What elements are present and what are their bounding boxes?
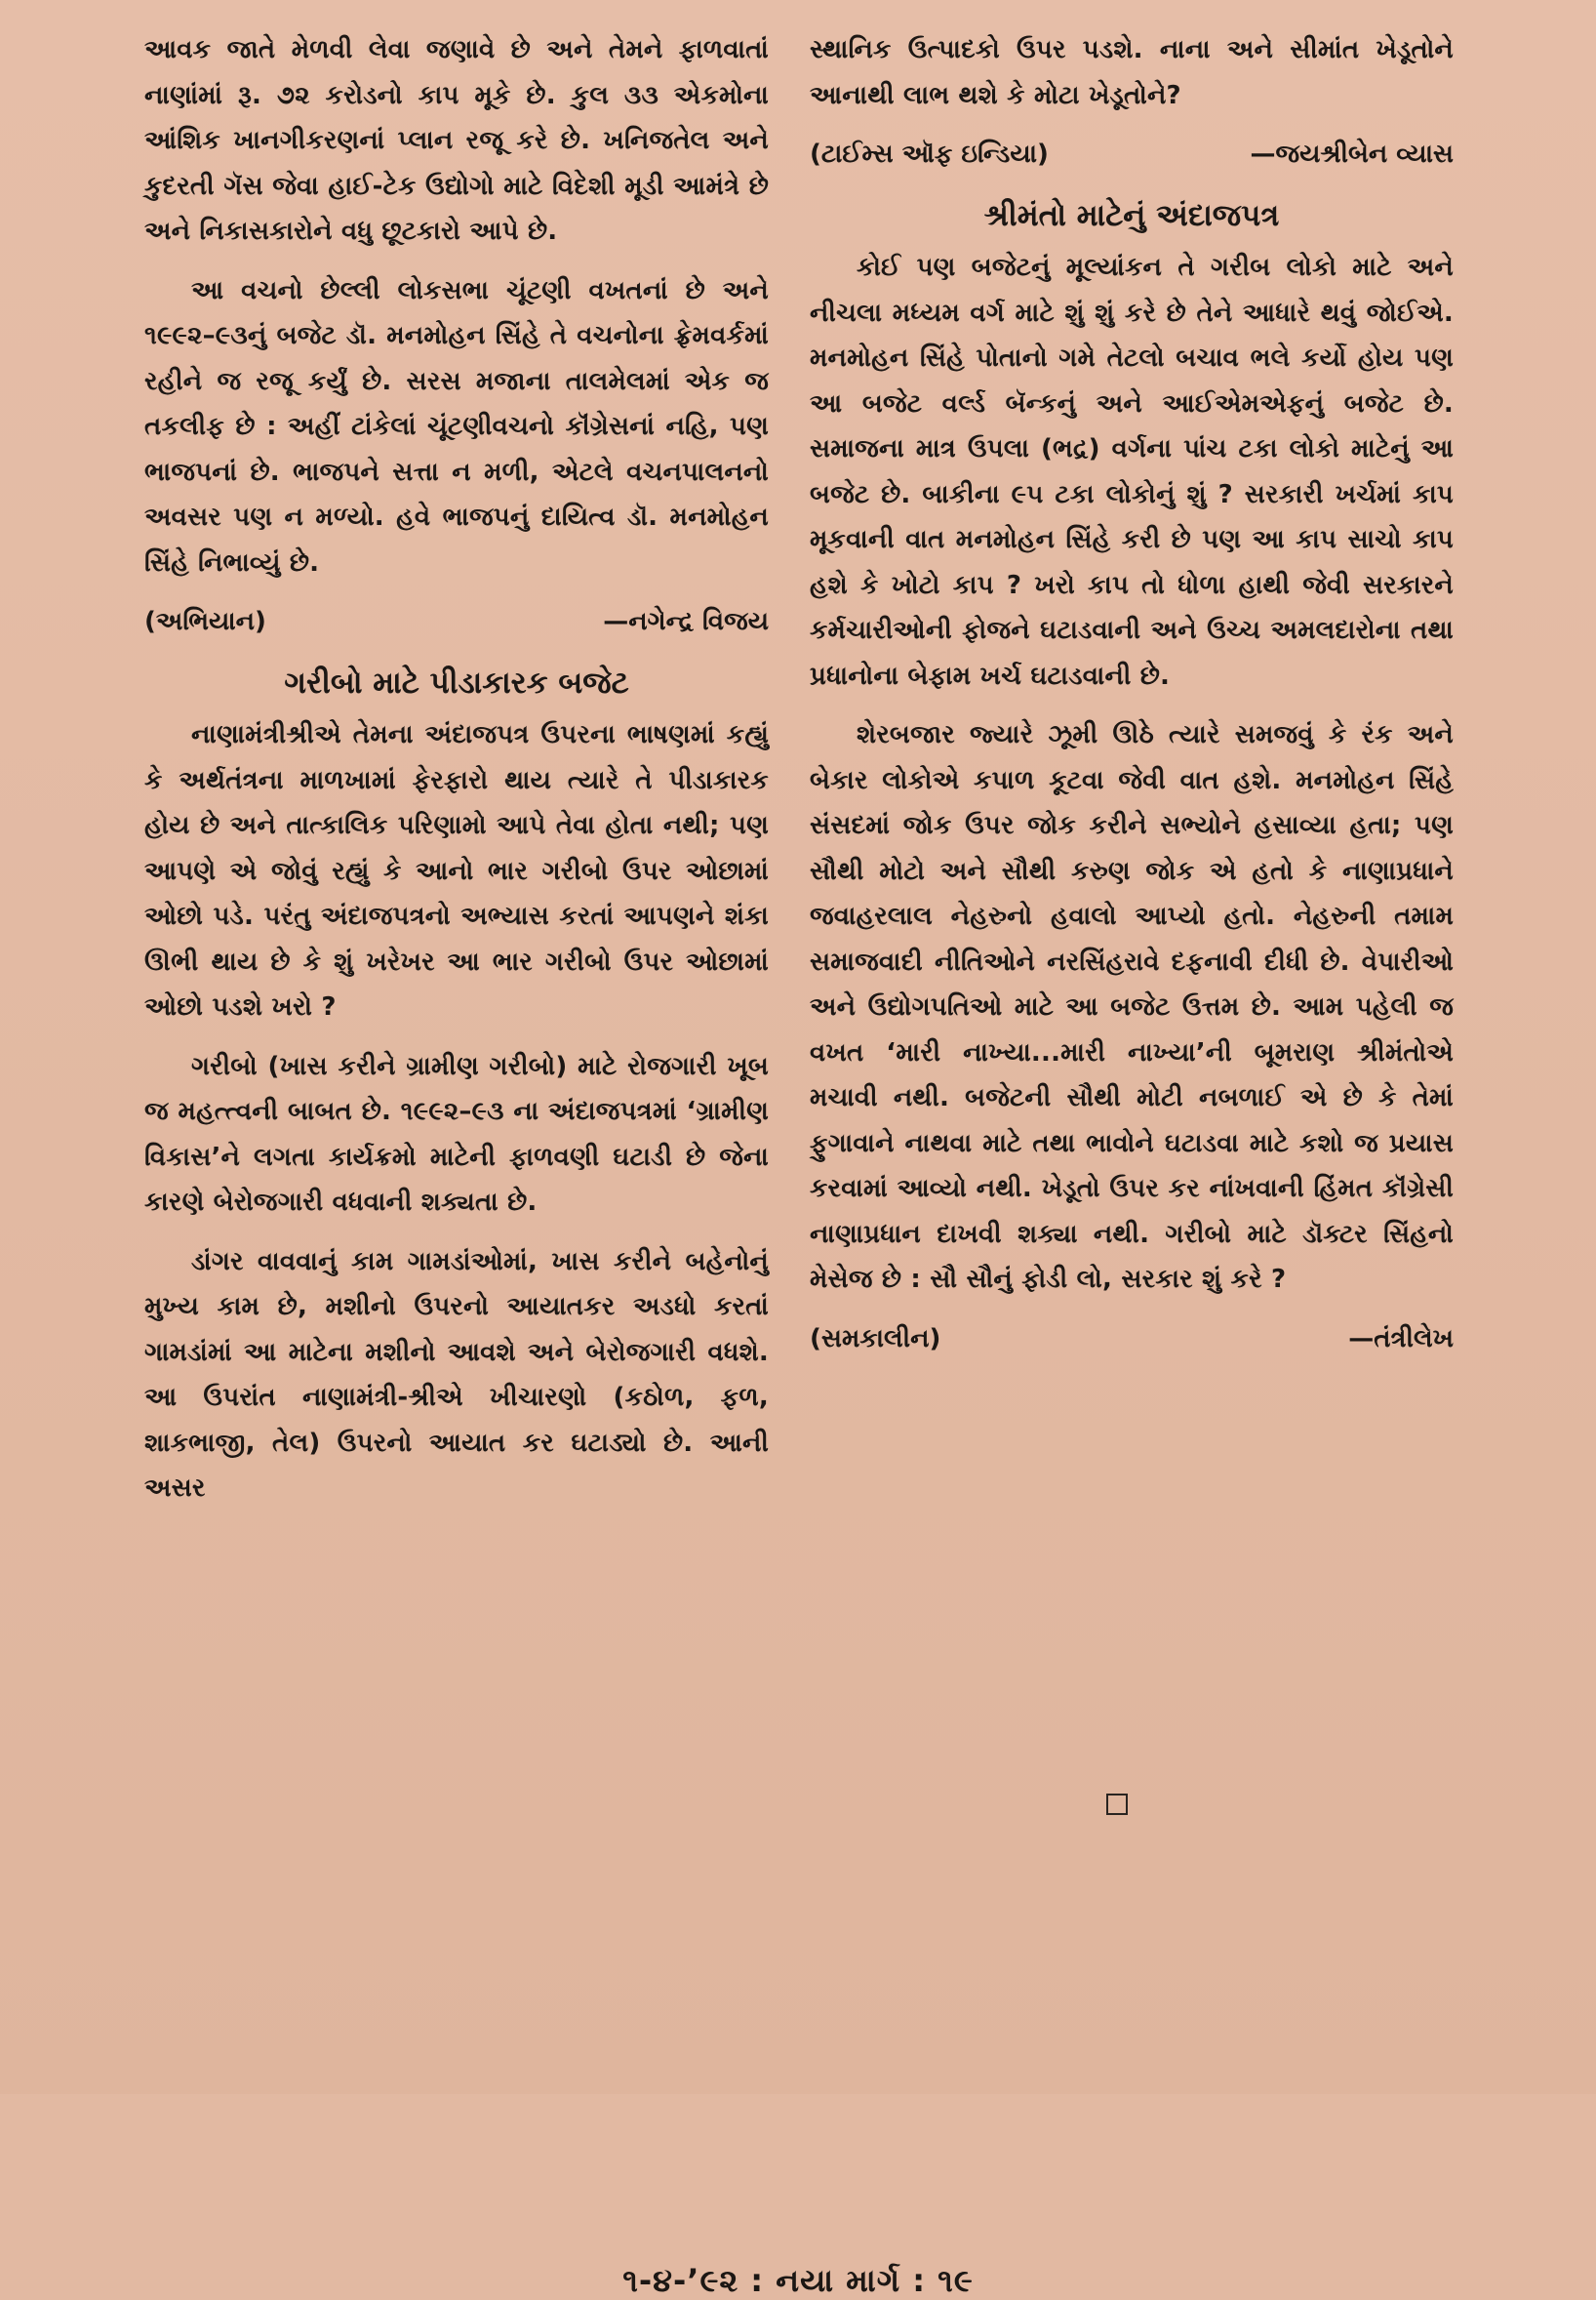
right-paragraph-2: કોઈ પણ બજેટનું મૂલ્યાંકન તે ગરીબ લોકો માટે અને નીચલા મધ્યમ વર્ગ માટે શું શું કરે છે તેને આધારે થવું જોઈએ. મનમોહન સિંહે પોતાનો ગમે તેટલો બચાવ ભલે કર્યો હોય પણ આ બજેટ વર્લ્ડ બૅન્કનું અને આઈએમએફનું બજેટ છે. સમાજના માત્ર ઉપલા (ભદ્ર) વર્ગના પાંચ ટકા લોકો માટેનું આ બજેટ છે. બાકીના ૯૫ ટકા લોકોનું શું ? સરકારી ખર્ચમાં કાપ મૂકવાની વાત મનમોહન સિંહે કરી છે પણ આ કાપ સાચો કાપ હશે કે ખોટો કાપ ? ખરો કાપ તો ધોળા હાથી જેવી સરકારને કર્મચારીઓની ફોજને ઘટાડવાની અને ઉચ્ચ અમલદારોના તથા પ્રધાનોના બેફામ ખર્ચ ઘટાડવાની છે. — [810, 253, 1454, 691]
right-source-line-2 — [810, 1316, 1454, 1361]
author-nagendra-vijay: —નગેન્દ્ર વિજય — [603, 607, 769, 636]
right-paragraph-3: શેરબજાર જ્યારે ઝૂમી ઊઠે ત્યારે સમજવું કે રંક અને બેકાર લોકોએ કપાળ કૂટવા જેવી વાત હશે. મનમોહન સિંહે સંસદમાં જોક ઉપર જોક કરીને સભ્યોને હસાવ્યા હતા; પણ સૌથી મોટો અને સૌથી કરુણ જોક એ હતો કે નાણાપ્રધાને જવાહરલાલ નેહરુનો હવાલો આપ્યો હતો. નેહરુની તમામ સમાજવાદી નીતિઓને નરસિંહરાવે દફનાવી દીધી છે. વેપારીઓ અને ઉદ્યોગપતિઓ માટે આ બજેટ ઉત્તમ છે. આમ પહેલી જ વખત ‘મારી નાખ્યા...મારી નાખ્યા’ની બૂમરાણ શ્રીમંતોએ મચાવી નથી. બજેટની સૌથી મોટી નબળાઈ એ છે કે તેમાં ફુગાવાને નાથવા માટે તથા ભાવોને ઘટાડવા માટે કશો જ પ્રયાસ કરવામાં આવ્યો નથી. ખેડૂતો ઉપર કર નાંખવાની હિંમત કૉંગ્રેસી નાણાપ્રધાન દાખવી શક્યા નથી. ગરીબો માટે ડૉક્ટર સિંહનો મેસેજ છે : સૌ સૌનું ફોડી લો, સરકાર શું કરે ? — [810, 720, 1454, 1294]
left-paragraph-1: આવક જાતે મેળવી લેવા જણાવે છે અને તેમને ફાળવાતાં નાણાંમાં રૂ. ૭૨ કરોડનો કાપ મૂકે છે. કુલ ૩૩ એકમોના આંશિક ખાનગીકરણનાં પ્લાન રજૂ કરે છે. ખનિજતેલ અને કુદરતી ગૅસ જેવા હાઈ-ટેક ઉદ્યોગો માટે વિદેશી મૂડી આમંત્રે છે અને નિકાસકારોને વધુ છૂટકારો આપે છે. — [144, 35, 769, 246]
author-jayshreeben-vyas: —જયશ્રીબેન વ્યાસ — [1250, 140, 1454, 169]
author-editorial: —તંત્રીલેખ — [1348, 1323, 1454, 1353]
left-paragraph-5: ડાંગર વાવવાનું કામ ગામડાંઓમાં, ખાસ કરીને બહેનોનું મુખ્ય કામ છે, મશીનો ઉપરનો આયાતકર અડધો કરતાં ગામડાંમાં આ માટેના મશીનો આવશે અને બેરોજગારી વધશે. આ ઉપરાંત નાણામંત્રી-શ્રીએ ખીચારણો (કઠોળ, ફળ, શાકભાજી, તેલ) ઉપરનો આયાત કર ઘટાડ્યો છે. આની અસર — [144, 1246, 769, 1503]
source-times-of-india: (ટાઈમ્સ ઑફ ઇન્ડિયા) — [810, 140, 1049, 169]
right-column — [810, 27, 1454, 1375]
left-paragraph-4: ગરીબો (ખાસ કરીને ગ્રામીણ ગરીબો) માટે રોજગારી ખૂબ જ મહત્ત્વની બાબત છે. ૧૯૯૨–૯૩ ના અંદાજપત્રમાં ‘ગ્રામીણ વિકાસ’ને લગતા કાર્યક્રમો માટેની ફાળવણી ઘટાડી છે જેના કારણે બેરોજગારી વધવાની શક્યતા છે. — [144, 1051, 769, 1217]
source-samkalin: (સમકાલીન) — [810, 1323, 941, 1353]
left-paragraph-3: નાણામંત્રીશ્રીએ તેમના અંદાજપત્ર ઉપરના ભાષણમાં કહ્યું કે અર્થતંત્રના માળખામાં ફેરફારો થાય ત્યારે તે પીડાકારક હોય છે અને તાત્કાલિક પરિણામો આપે તેવા હોતા નથી; પણ આપણે એ જોવું રહ્યું કે આનો ભાર ગરીબો ઉપર ઓછામાં ઓછો પડે. પરંતુ અંદાજપત્રનો અભ્યાસ કરતાં આપણને શંકા ઊભી થાય છે કે શું ખરેખર આ ભાર ગરીબો ઉપર ઓછામાં ઓછો પડશે ખરો ? — [144, 720, 769, 1022]
source-abhiyan: (અભિયાન) — [144, 607, 266, 636]
left-paragraph-2: આ વચનો છેલ્લી લોકસભા ચૂંટણી વખતનાં છે અને ૧૯૯૨–૯૩નું બજેટ ડૉ. મનમોહન સિંહે તે વચનોના ફ્રેમવર્કમાં રહીને જ રજૂ કર્યું છે. સરસ મજાના તાલમેલમાં એક જ તકલીફ છે : અહીં ટાંકેલાં ચૂંટણીવચનો કૉંગ્રેસનાં નહિ, પણ ભાજપનાં છે. ભાજપને સત્તા ન મળી, એટલે વચનપાલનનો અવસર પણ ન મળ્યો. હવે ભાજપનું દાયિત્વ ડૉ. મનમોહન સિંહે નિભાવ્યું છે. — [144, 275, 769, 578]
right-source-line-1 — [810, 132, 1454, 177]
left-source-line-1 — [144, 599, 769, 644]
heading-budget-for-rich: શ્રીમંતો માટેનું અંદાજપત્ર — [983, 198, 1280, 233]
page-footer: ૧-૪-’૯૨ : નયા માર્ગ : ૧૯ — [622, 2262, 974, 2299]
left-column — [144, 27, 769, 1525]
right-paragraph-1: સ્થાનિક ઉત્પાદકો ઉપર પડશે. નાના અને સીમાંત ખેડૂતોને આનાથી લાભ થશે કે મોટા ખેડૂતોને? — [810, 35, 1454, 110]
end-of-article-square-icon — [1106, 1794, 1128, 1815]
heading-budget-painful-for-poor: ગરીબો માટે પીડાકારક બજેટ — [284, 666, 629, 701]
